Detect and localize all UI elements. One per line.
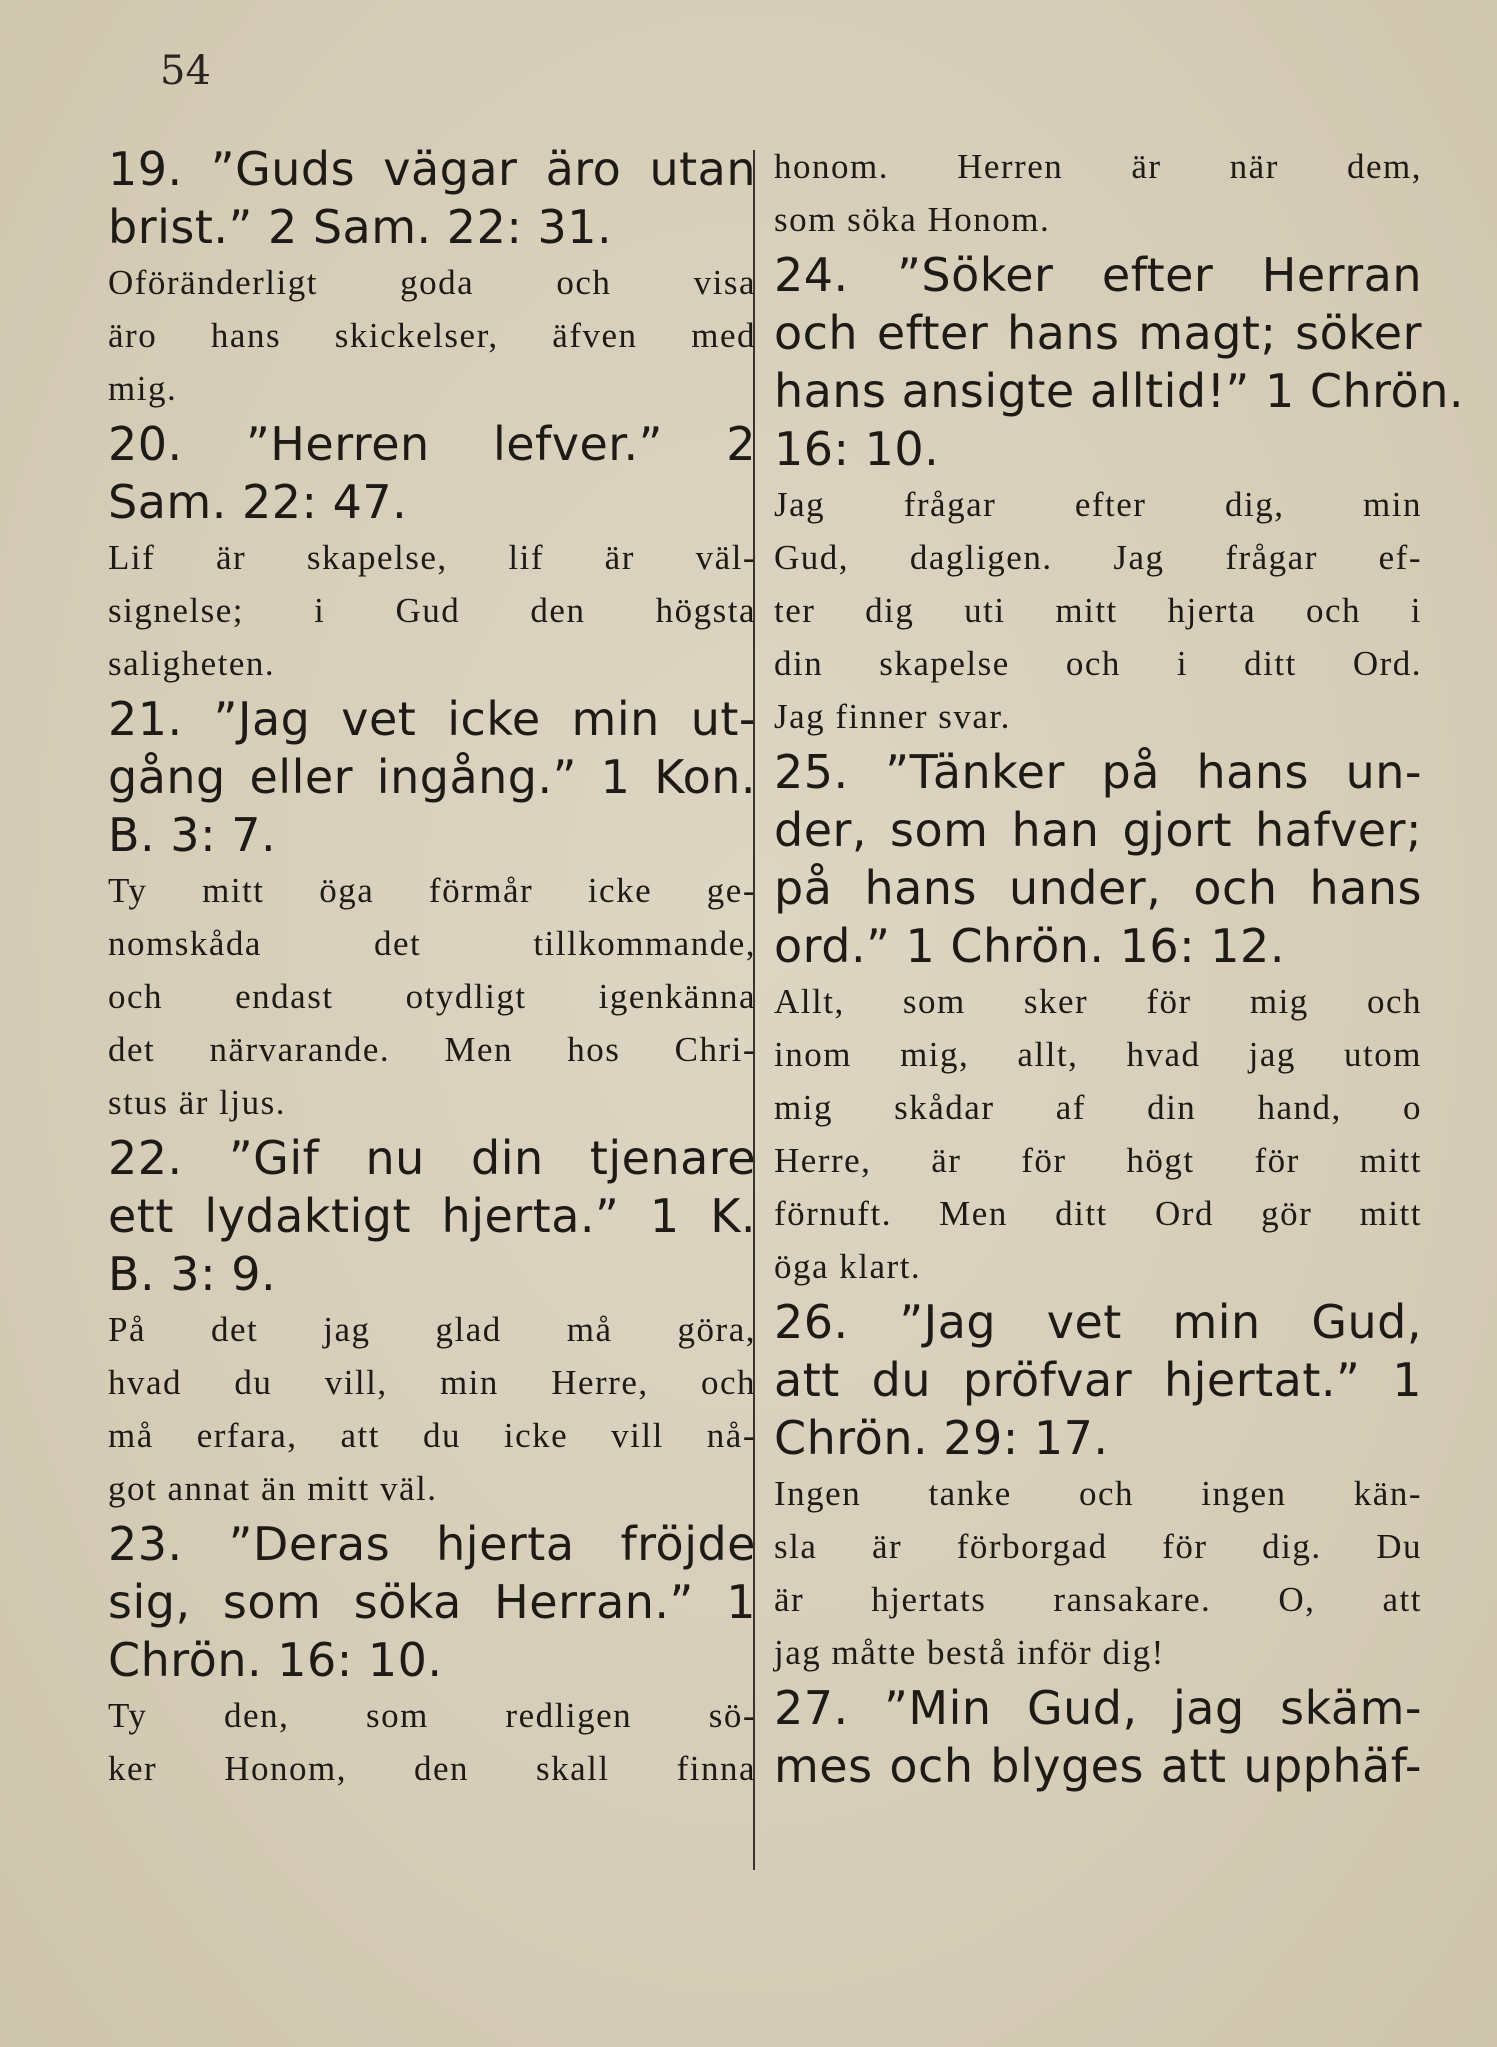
right-column-line: 25. ”Tänker på hans un- (774, 745, 1422, 799)
right-column-line: ord.” 1 Chrön. 16: 12. (774, 919, 1285, 973)
right-column-line: hans ansigte alltid!” 1 Chrön. (774, 364, 1464, 418)
right-column-line: Chrön. 29: 17. (774, 1411, 1109, 1465)
left-column-line: äro hans skickelser, äfven med (108, 316, 756, 355)
left-column-line: 20. ”Herren lefver.” 2 (108, 417, 756, 471)
right-column-line: jag måtte bestå inför dig! (774, 1633, 1165, 1672)
left-column-line: gång eller ingång.” 1 Kon. (108, 750, 756, 804)
right-column-line: 26. ”Jag vet min Gud, (774, 1295, 1422, 1349)
right-column-line: öga klart. (774, 1247, 922, 1286)
right-column-line: inom mig, allt, hvad jag utom (774, 1035, 1422, 1074)
left-column-line: stus är ljus. (108, 1083, 286, 1122)
right-column-line: på hans under, och hans (774, 861, 1422, 915)
left-column-line: sig, som söka Herran.” 1 (108, 1575, 756, 1629)
right-column-line: din skapelse och i ditt Ord. (774, 644, 1422, 683)
right-column-line: och efter hans magt; söker (774, 306, 1422, 360)
left-column-line: ker Honom, den skall finna (108, 1749, 756, 1788)
left-column-line: nomskåda det tillkommande, (108, 924, 756, 963)
right-column-line: 24. ”Söker efter Herran (774, 248, 1422, 302)
left-column-line: Ty den, som redligen sö- (108, 1696, 756, 1735)
left-column-line: 21. ”Jag vet icke min ut- (108, 692, 756, 746)
left-column-line: signelse; i Gud den högsta (108, 591, 756, 630)
right-column-line: är hjertats ransakare. O, att (774, 1580, 1422, 1619)
left-column-line: 19. ”Guds vägar äro utan (108, 142, 756, 196)
right-column (774, 140, 1464, 1795)
left-column-line: ett lydaktigt hjerta.” 1 K. (108, 1189, 756, 1243)
right-column-line: Allt, som sker för mig och (774, 982, 1422, 1021)
right-column-line: honom. Herren är när dem, (774, 147, 1422, 186)
right-column-line: ter dig uti mitt hjerta och i (774, 591, 1422, 630)
right-column-line: som söka Honom. (774, 200, 1051, 239)
left-column-line: Chrön. 16: 10. (108, 1633, 443, 1687)
right-column-line: förnuft. Men ditt Ord gör mitt (774, 1194, 1422, 1233)
left-column-line: det närvarande. Men hos Chri- (108, 1030, 756, 1069)
left-column-line: hvad du vill, min Herre, och (108, 1363, 756, 1402)
left-column-line: 23. ”Deras hjerta fröjde (108, 1517, 756, 1571)
right-column-line: 16: 10. (774, 422, 940, 476)
left-column-line: brist.” 2 Sam. 22: 31. (108, 200, 613, 254)
left-column-line: Sam. 22: 47. (108, 475, 408, 529)
right-column-line: Jag frågar efter dig, min (774, 485, 1422, 524)
right-column-line: Jag finner svar. (774, 697, 1011, 736)
left-column-line: mig. (108, 369, 178, 408)
right-column-line: Herre, är för högt för mitt (774, 1141, 1422, 1180)
left-column-line: B. 3: 9. (108, 1247, 277, 1301)
left-column-line: må erfara, att du icke vill nå- (108, 1416, 756, 1455)
right-column-line: 27. ”Min Gud, jag skäm- (774, 1681, 1422, 1735)
left-column-line: saligheten. (108, 644, 276, 683)
left-column-line: På det jag glad må göra, (108, 1310, 756, 1349)
left-column-line: Lif är skapelse, lif är väl- (108, 538, 756, 577)
right-column-line: Gud, dagligen. Jag frågar ef- (774, 538, 1422, 577)
right-column-line: sla är förborgad för dig. Du (774, 1527, 1422, 1566)
left-column-line: got annat än mitt väl. (108, 1469, 438, 1508)
left-column-line: 22. ”Gif nu din tjenare (108, 1131, 756, 1185)
left-column-line: Ty mitt öga förmår icke ge- (108, 871, 756, 910)
right-column-line: mes och blyges att upphäf- (774, 1739, 1422, 1793)
page-number: 54 (160, 48, 211, 94)
left-column-line: B. 3: 7. (108, 808, 277, 862)
right-column-line: der, som han gjort hafver; (774, 803, 1422, 857)
left-column-line: och endast otydligt igenkänna (108, 977, 756, 1016)
right-column-line: mig skådar af din hand, o (774, 1088, 1422, 1127)
left-column-line: Oföränderligt goda och visa (108, 263, 756, 302)
right-column-line: Ingen tanke och ingen kän- (774, 1474, 1422, 1513)
left-column (108, 140, 756, 1795)
right-column-line: att du pröfvar hjertat.” 1 (774, 1353, 1422, 1407)
